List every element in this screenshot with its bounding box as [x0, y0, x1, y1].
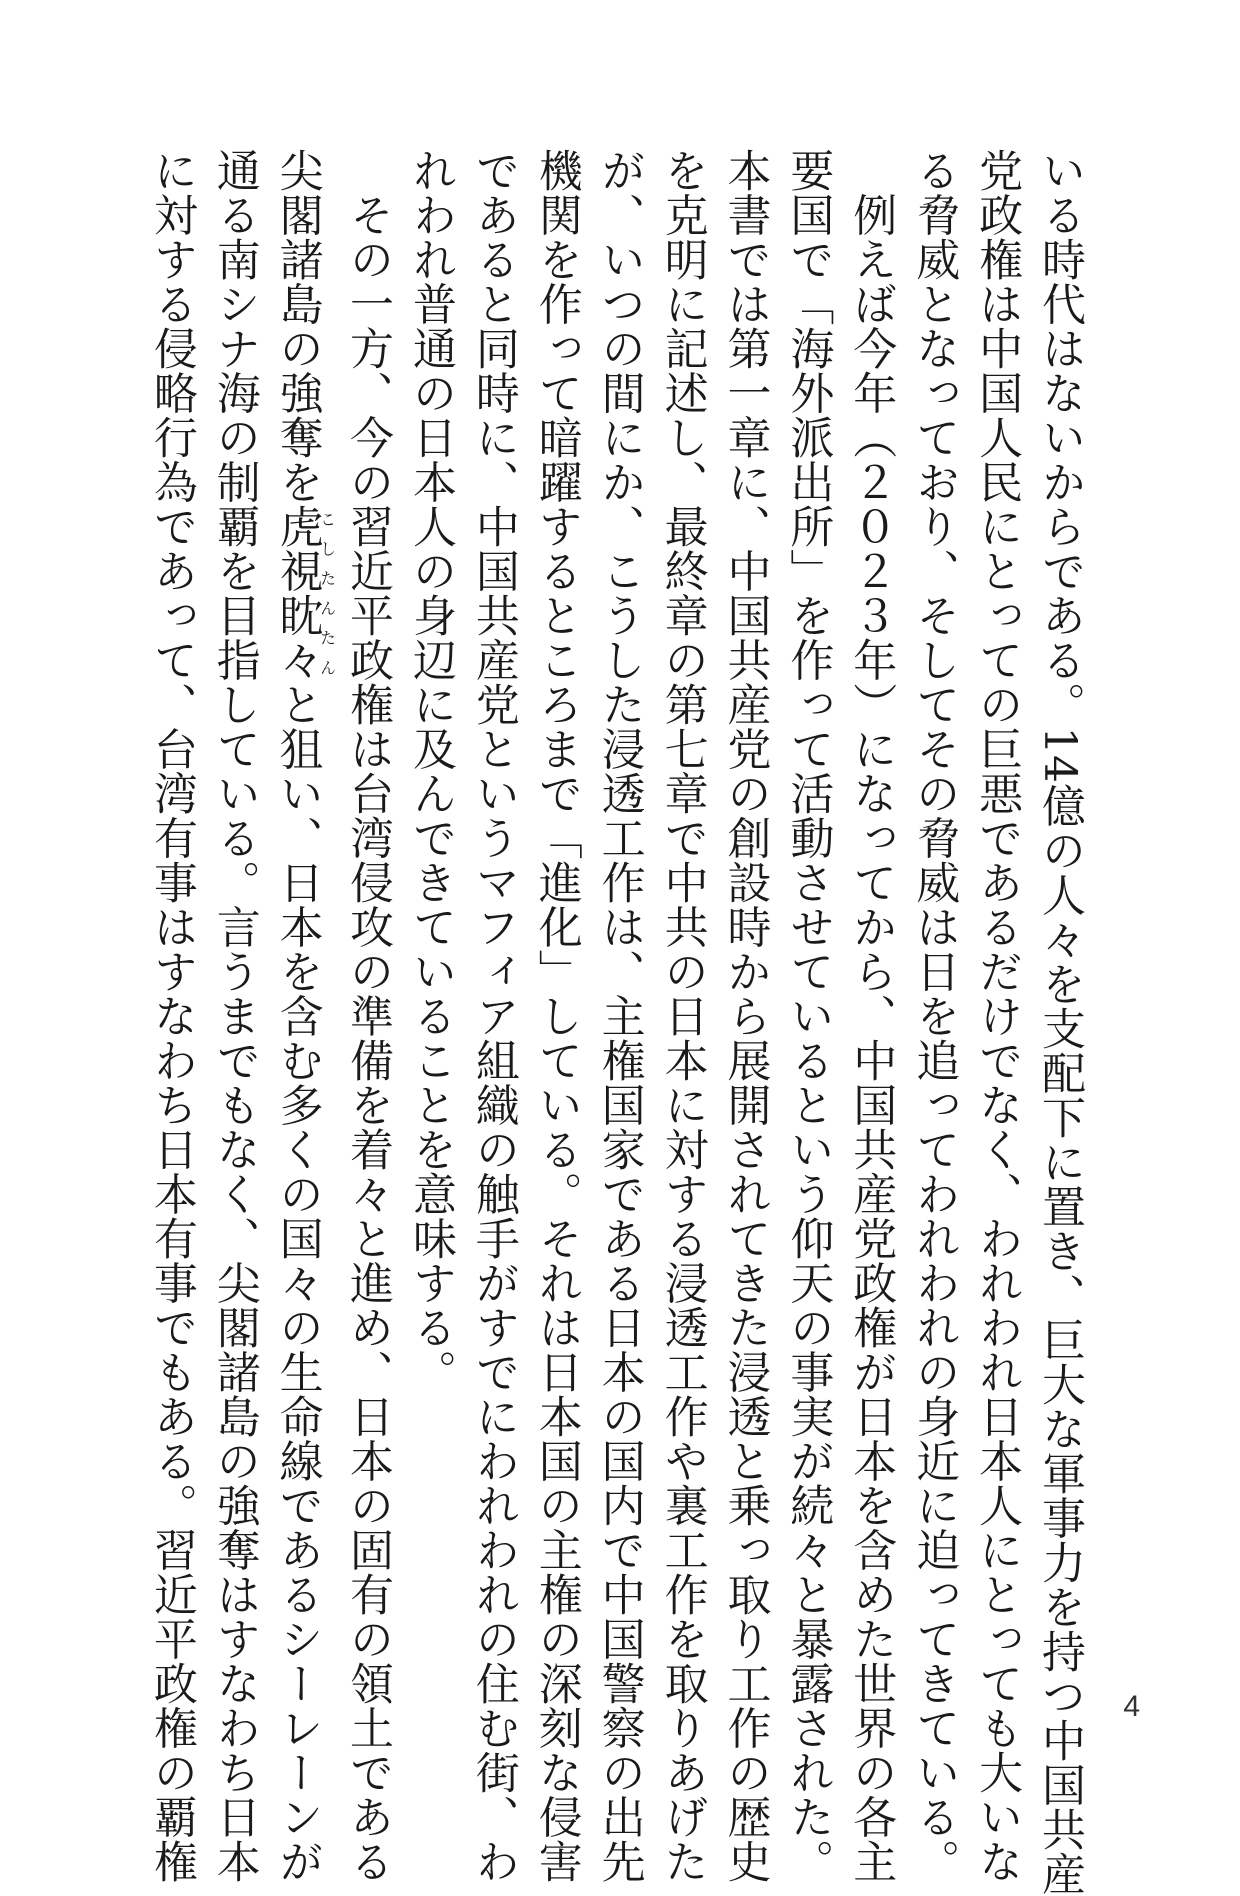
- furigana-ruby: [271, 504, 337, 682]
- vertical-text-block: [139, 148, 1090, 1896]
- text-line: 要国で「海外派出所」を作って活動させているという仰天の事実が続々と暴露された。: [782, 148, 834, 1884]
- text-line-with-ruby: [265, 148, 337, 1884]
- text-line: 通る南シナ海の制覇を目指している。言うまでもなく、尖閣諸島の強奪はすなわち日本: [208, 148, 260, 1884]
- text-line: であると同時に、中国共産党というマフィア組織の触手がすでにわれわれの住む街、わ: [467, 148, 519, 1884]
- text-line: 本書では第一章に、中国共産党の創設時から展開されてきた浸透と乗っ取り工作の歴史: [719, 148, 771, 1884]
- ruby-reading: こしたんたん: [317, 504, 337, 682]
- text-line: に対する侵略行為であって、台湾有事はすなわち日本有事でもある。習近平政権の覇権: [145, 148, 197, 1884]
- text-line: いる時代はないからである。14億の人々を支配下に置き、巨大な軍事力を持つ中国共産: [1034, 148, 1085, 1896]
- page-number: 4: [1123, 1690, 1140, 1723]
- text-line: が、いつの間にか、こうした浸透工作は、主権国家である日本の国内で中国警察の出先: [593, 148, 645, 1884]
- text-line: を克明に記述し、最終章の第七章で中共の日本に対する浸透工作や裏工作を取りあげた: [656, 148, 708, 1884]
- ruby-line-before: 尖閣諸島の強奪を: [271, 148, 323, 504]
- text-line: る脅威となっており、そしてその脅威は日を追ってわれわれの身近に迫ってきている。: [908, 148, 960, 1884]
- text-line: その一方、今の習近平政権は台湾侵攻の準備を着々と進め、日本の固有の領土である: [342, 148, 394, 1884]
- ruby-base: 虎視眈々: [271, 504, 323, 682]
- ruby-line-after: と狙い、日本を含む多くの国々の生命線であるシーレーンが: [271, 682, 323, 1884]
- text-line: 機関を作って暗躍するところまで「進化」している。それは日本国の主権の深刻な侵害: [530, 148, 582, 1884]
- text-line: 例えば今年（２０２３年）になってから、中国共産党政権が日本を含めた世界の各主: [845, 148, 897, 1884]
- text-line: 党政権は中国人民にとっての巨悪であるだけでなく、われわれ日本人にとっても大いな: [971, 148, 1023, 1884]
- text-line: れわれ普通の日本人の身辺に及んできていることを意味する。: [404, 148, 456, 1394]
